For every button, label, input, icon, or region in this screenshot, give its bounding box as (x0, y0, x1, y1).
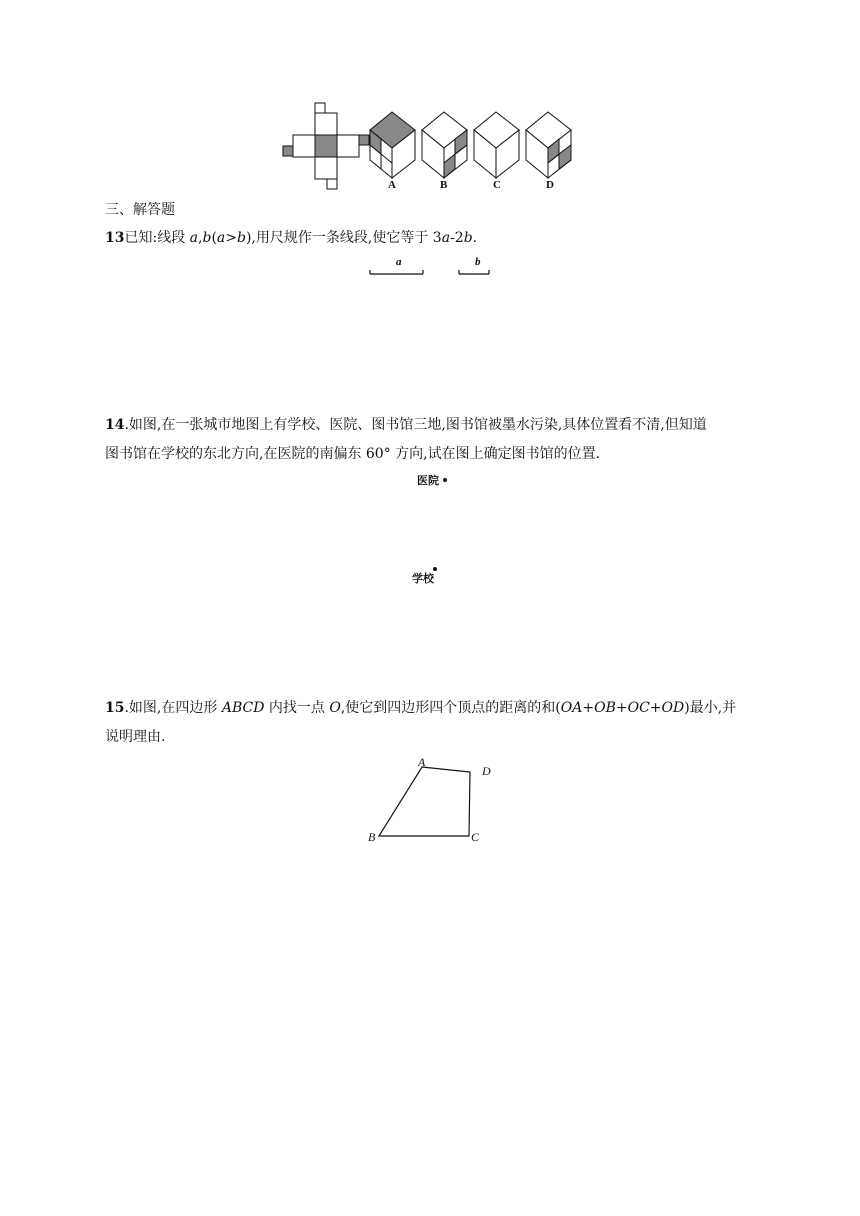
net-square-top (315, 113, 337, 135)
net-square-right (337, 135, 359, 157)
net-square-left (293, 135, 315, 157)
problem-number: 13 (105, 230, 125, 246)
problem-number: 15 (105, 700, 125, 716)
cube-net-figure (280, 100, 580, 195)
segment-b-label: b (475, 256, 481, 268)
vertex-label-b: B (368, 830, 376, 844)
cube-label-c: C (493, 179, 501, 191)
net-square-center (315, 135, 337, 157)
problem-14-line2: 图书馆在学校的东北方向,在医院的南偏东 60° 方向,试在图上确定图书馆的位置. (105, 446, 601, 462)
net-square-right-small (359, 135, 369, 145)
problem-13: 13已知:线段 a,b(a>b),用尺规作一条线段,使它等于 3a-2b. (105, 230, 478, 246)
hospital-label: 医院 (417, 474, 439, 487)
school-label: 学校 (412, 572, 434, 585)
vertex-label-a: A (418, 755, 426, 769)
cube-c (474, 112, 519, 178)
net-square-bottom-small (327, 179, 337, 189)
vertex-label-d: D (482, 764, 491, 778)
net-square-top-small (315, 103, 325, 113)
cube-label-d: D (546, 179, 554, 191)
segment-a-label: a (396, 256, 402, 268)
cube-label-b: B (440, 179, 448, 191)
cube-a (370, 112, 415, 178)
problem-15-line2: 说明理由. (105, 729, 166, 745)
cube-d (526, 112, 571, 178)
cube-label-a: A (388, 179, 396, 191)
cube-b (422, 112, 467, 178)
section-heading: 三、解答题 (105, 202, 175, 218)
hospital-point (443, 478, 447, 482)
net-square-left-small (283, 146, 293, 156)
problem-15-line1: 15.如图,在四边形 ABCD 内找一点 O,使它到四边形四个顶点的距离的和(OA+OB+OC+OD)最小,并 (105, 700, 737, 716)
problem-14-line1: 14.如图,在一张城市地图上有学校、医院、图书馆三地,图书馆被墨水污染,具体位置看不清,但知道 (105, 417, 707, 433)
problem-number: 14 (105, 417, 125, 433)
net-square-bottom (315, 157, 337, 179)
school-point (433, 567, 437, 571)
vertex-label-c: C (471, 830, 480, 844)
